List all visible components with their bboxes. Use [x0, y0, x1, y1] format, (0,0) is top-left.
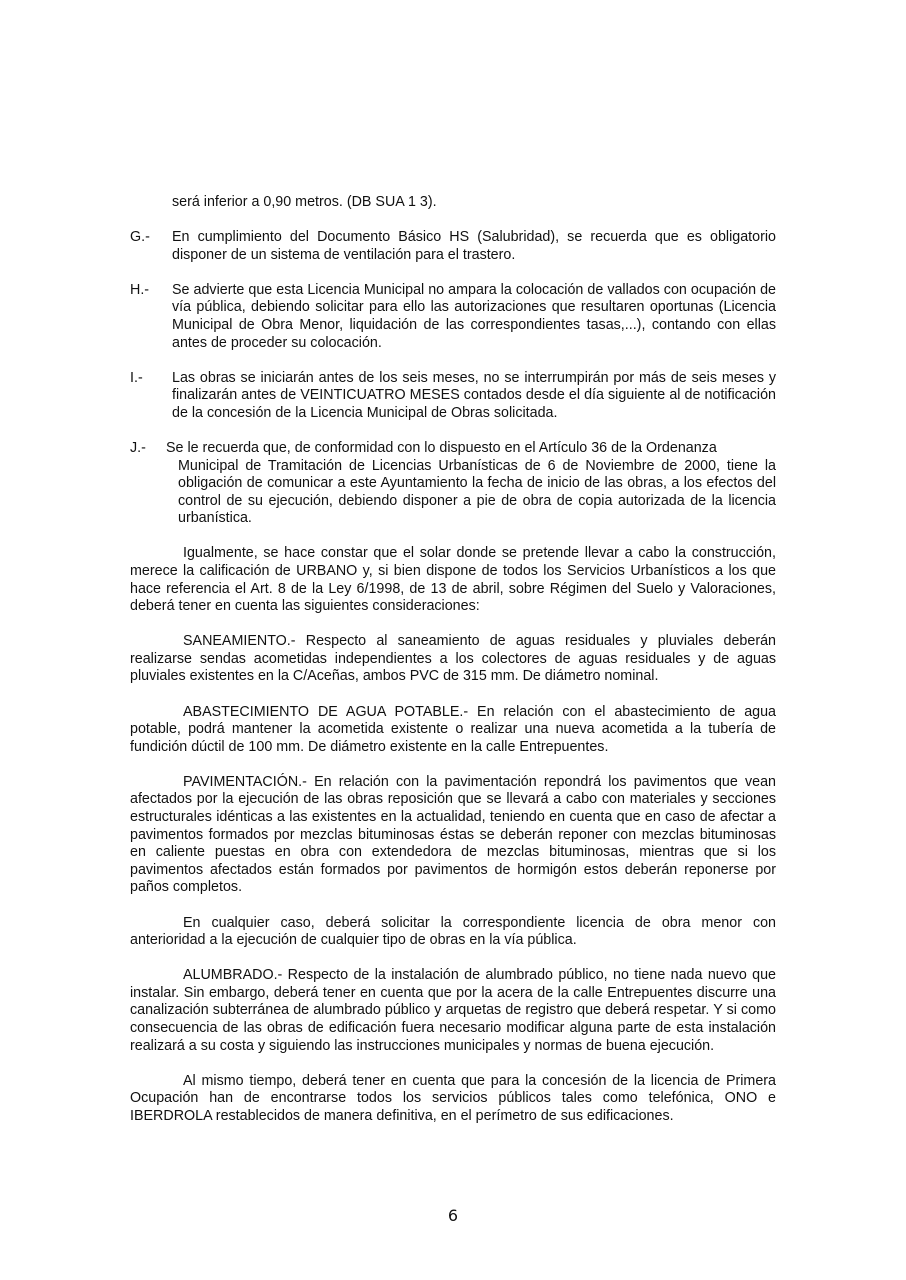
- list-item-g: [130, 229, 776, 264]
- item-text: Se advierte que esta Licencia Municipal no ampara la colocación de vallados con ocupación de vía pública, debiendo solicitar para ello las autorizaciones que resultaren oportunas (Licencia Municipal de Obra Menor, liquidación de las correspondientes tasas,...), contando con ellas antes de proceder su colocación.: [172, 281, 776, 351]
- paragraph-intro: Igualmente, se hace constar que el solar donde se pretende llevar a cabo la construcción, merece la calificación de URBANO y, si bien dispone de todos los Servicios Urbanísticos a los que hace referencia el Art. 8 de la Ley 6/1998, de 13 de abril, sobre Régimen del Suelo y Valoraciones, deberá tener en cuenta las siguientes consideraciones:: [130, 545, 776, 615]
- paragraph-obra-menor: En cualquier caso, deberá solicitar la correspondiente licencia de obra menor con anterioridad a la ejecución de cualquier tipo de obras en la vía pública.: [130, 914, 776, 949]
- list-item-j: [130, 440, 776, 528]
- paragraph-pavimentacion: PAVIMENTACIÓN.- En relación con la pavimentación repondrá los pavimentos que vean afectados por la ejecución de las obras reposición que se llevará a cabo con materiales y secciones estructurales idénticas a las existentes en la actualidad, teniendo en cuenta que en caso de afectar a pavimentos formados por mezclas bituminosas éstas se deberán reponer con mezclas bituminosas en caliente puestas en obra con extendedora de mezclas bituminosas, mientras que si los pavimentos afectados están formados por pavimentos de hormigón estos deberán reponerse por paños completos.: [130, 773, 776, 896]
- item-label: H.-: [130, 281, 150, 298]
- item-text-first-line: Se le recuerda que, de conformidad con lo dispuesto en el Artículo 36 de la Ordenanza: [166, 439, 717, 456]
- item-label: J.-: [130, 439, 146, 456]
- paragraph-primera-ocupacion: Al mismo tiempo, deberá tener en cuenta que para la concesión de la licencia de Primera Ocupación han de encontrarse todos los servicios públicos tales como telefónica, ONO e IBERDROLA restablecidos de manera definitiva, en el perímetro de sus edificaciones.: [130, 1072, 776, 1124]
- item-text: Municipal de Tramitación de Licencias Urbanísticas de 6 de Noviembre de 2000, tiene la obligación de comunicar a este Ayuntamiento la fecha de inicio de las obras, a los efectos del control de su ejecución, debiendo disponer a pie de obra de copia autorizada de la licencia urbanística.: [178, 457, 776, 527]
- paragraph-saneamiento: SANEAMIENTO.- Respecto al saneamiento de aguas residuales y pluviales deberán realizarse sendas acometidas independientes a los colectores de aguas residuales y de aguas pluviales existentes en la C/Aceñas, ambos PVC de 315 mm. De diámetro nominal.: [130, 633, 776, 685]
- item-text: Las obras se iniciarán antes de los seis meses, no se interrumpirán por más de seis meses y finalizarán antes de VEINTICUATRO MESES contados desde el día siguiente al de notificación de la concesión de la Licencia Municipal de Obras solicitada.: [172, 369, 776, 421]
- page-number: 6: [447, 1206, 459, 1225]
- item-text: En cumplimiento del Documento Básico HS (Salubridad), se recuerda que es obligatorio disponer de un sistema de ventilación para el trastero.: [172, 229, 776, 263]
- paragraph-alumbrado: ALUMBRADO.- Respecto de la instalación de alumbrado público, no tiene nada nuevo que instalar. Sin embargo, deberá tener en cuenta que por la acera de la calle Entrepuentes discurre una canalización subterránea de alumbrado público y arquetas de registro que deberá respetar. Y si como consecuencia de las obras de edificación fuera necesario modificar alguna parte de esta instalación realizará a su costa y siguiendo las instrucciones municipales y normas de buena ejecución.: [130, 967, 776, 1054]
- list-item-h: [130, 282, 776, 352]
- paragraph-abastecimiento: ABASTECIMIENTO DE AGUA POTABLE.- En relación con el abastecimiento de agua potable, podrá mantener la acometida existente o realizar una nueva acometida a la tubería de fundición dúctil de 100 mm. De diámetro existente en la calle Entrepuentes.: [130, 703, 776, 755]
- list-item-i: [130, 370, 776, 423]
- continuation-line: será inferior a 0,90 metros. (DB SUA 1 3).: [172, 194, 437, 210]
- document-body: [130, 194, 776, 1125]
- item-label: G.-: [130, 229, 150, 246]
- item-label: I.-: [130, 369, 143, 386]
